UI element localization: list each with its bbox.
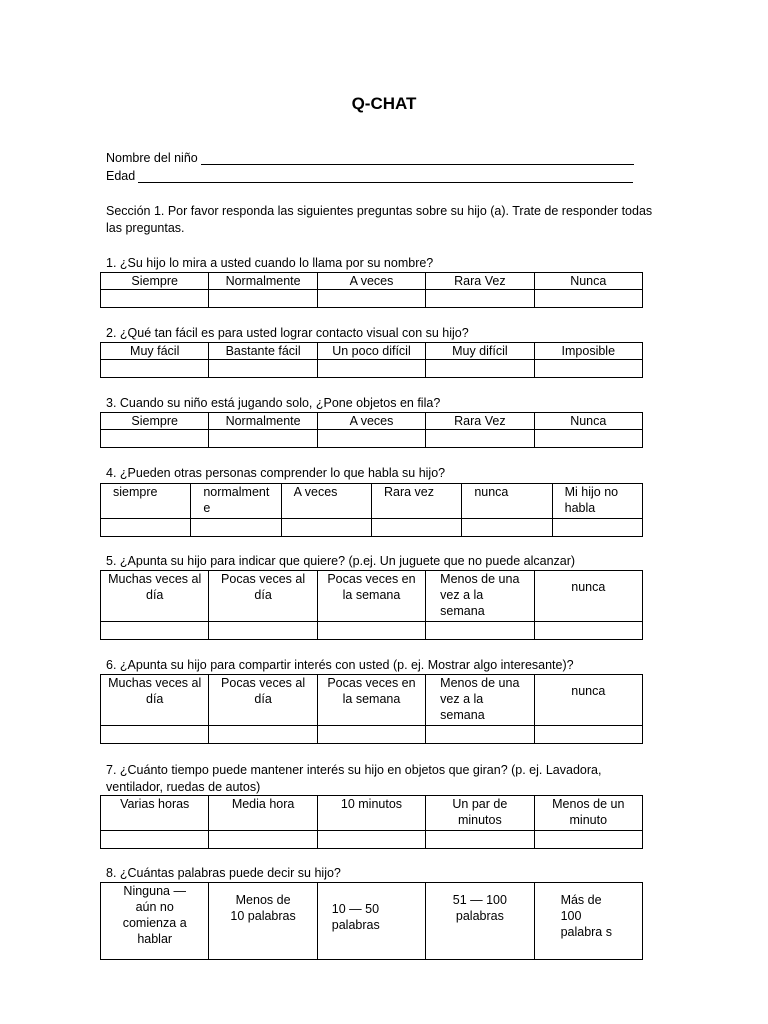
q5-option-5: nunca xyxy=(534,571,642,622)
q6-answer-cell[interactable] xyxy=(209,726,317,744)
question-6-table xyxy=(100,674,643,744)
q1-answer-cell[interactable] xyxy=(534,290,642,308)
q7-option-2: Media hora xyxy=(209,796,317,831)
q6-answer-cell[interactable] xyxy=(317,726,425,744)
child-name-label: Nombre del niño xyxy=(106,151,198,165)
q5-answer-cell[interactable] xyxy=(209,622,317,640)
question-6-text: 6. ¿Apunta su hijo para compartir interés con usted (p. ej. Mostrar algo interesante)? xyxy=(106,658,574,672)
q8-option-2: Menos de 10 palabras xyxy=(209,883,317,960)
q2-option-1: Muy fácil xyxy=(101,343,209,360)
q1-option-3: A veces xyxy=(317,273,425,290)
q6-answer-cell[interactable] xyxy=(101,726,209,744)
question-3-text: 3. Cuando su niño está jugando solo, ¿Pone objetos en fila? xyxy=(106,396,441,410)
q6-option-2: Pocas veces al día xyxy=(209,675,317,726)
question-3-table xyxy=(100,412,643,448)
q1-answer-cell[interactable] xyxy=(426,290,534,308)
q3-option-1: Siempre xyxy=(101,413,209,430)
question-7-table xyxy=(100,795,643,849)
q7-option-3: 10 minutos xyxy=(317,796,425,831)
q3-option-2: Normalmente xyxy=(209,413,317,430)
q3-answer-cell[interactable] xyxy=(101,430,209,448)
age-line[interactable] xyxy=(138,170,633,183)
q7-option-4: Un par de minutos xyxy=(426,796,534,831)
q2-answer-cell[interactable] xyxy=(317,360,425,378)
q1-option-5: Nunca xyxy=(534,273,642,290)
q5-answer-cell[interactable] xyxy=(317,622,425,640)
q4-answer-cell[interactable] xyxy=(371,519,461,537)
question-1-table xyxy=(100,272,643,308)
q1-answer-cell[interactable] xyxy=(209,290,317,308)
q1-option-2: Normalmente xyxy=(209,273,317,290)
q2-answer-cell[interactable] xyxy=(209,360,317,378)
q8-option-5: Más de 100 palabra s xyxy=(534,883,642,960)
question-5-table xyxy=(100,570,643,640)
q7-option-1: Varias horas xyxy=(101,796,209,831)
q7-answer-cell[interactable] xyxy=(317,831,425,849)
question-8-table xyxy=(100,882,643,960)
q3-answer-cell[interactable] xyxy=(426,430,534,448)
age-label: Edad xyxy=(106,169,136,183)
q7-answer-cell[interactable] xyxy=(426,831,534,849)
q4-option-6: Mi hijo no habla xyxy=(552,484,642,519)
q5-answer-cell[interactable] xyxy=(426,622,534,640)
q2-answer-cell[interactable] xyxy=(426,360,534,378)
question-2-text: 2. ¿Qué tan fácil es para usted lograr contacto visual con su hijo? xyxy=(106,326,469,340)
q4-option-4: Rara vez xyxy=(371,484,461,519)
question-4-text: 4. ¿Pueden otras personas comprender lo que habla su hijo? xyxy=(106,466,446,480)
q2-answer-cell[interactable] xyxy=(534,360,642,378)
q3-option-5: Nunca xyxy=(534,413,642,430)
q3-answer-cell[interactable] xyxy=(534,430,642,448)
question-8-text: 8. ¿Cuántas palabras puede decir su hijo? xyxy=(106,866,341,880)
q4-answer-cell[interactable] xyxy=(191,519,281,537)
question-4-table xyxy=(100,483,643,537)
question-2-table xyxy=(100,342,643,378)
question-7-text: 7. ¿Cuánto tiempo puede mantener interés su hijo en objetos que giran? (p. ej. Lavadora, ventilador, ruedas de autos) xyxy=(106,763,602,794)
q2-option-5: Imposible xyxy=(534,343,642,360)
q5-option-2: Pocas veces al día xyxy=(209,571,317,622)
q7-option-5: Menos de un minuto xyxy=(534,796,642,831)
q3-answer-cell[interactable] xyxy=(209,430,317,448)
q5-option-1: Muchas veces al día xyxy=(101,571,209,622)
child-name-line[interactable] xyxy=(201,152,634,165)
q2-answer-cell[interactable] xyxy=(101,360,209,378)
q2-option-3: Un poco difícil xyxy=(317,343,425,360)
q4-answer-cell[interactable] xyxy=(281,519,371,537)
q6-answer-cell[interactable] xyxy=(534,726,642,744)
q5-answer-cell[interactable] xyxy=(101,622,209,640)
q3-answer-cell[interactable] xyxy=(317,430,425,448)
q3-option-4: Rara Vez xyxy=(426,413,534,430)
q7-answer-cell[interactable] xyxy=(534,831,642,849)
q8-option-4: 51 — 100 palabras xyxy=(426,883,534,960)
question-1-text: 1. ¿Su hijo lo mira a usted cuando lo llama por su nombre? xyxy=(106,256,434,270)
q6-option-3: Pocas veces en la semana xyxy=(317,675,425,726)
q1-option-1: Siempre xyxy=(101,273,209,290)
q3-option-3: A veces xyxy=(317,413,425,430)
q8-option-3: 10 — 50 palabras xyxy=(317,883,425,960)
q6-option-4: Menos de una vez a la semana xyxy=(426,675,534,726)
q4-answer-cell[interactable] xyxy=(101,519,191,537)
q4-answer-cell[interactable] xyxy=(462,519,552,537)
q6-option-5: nunca xyxy=(534,675,642,726)
q4-option-5: nunca xyxy=(462,484,552,519)
q6-option-1: Muchas veces al día xyxy=(101,675,209,726)
q2-option-2: Bastante fácil xyxy=(209,343,317,360)
q4-answer-cell[interactable] xyxy=(552,519,642,537)
q1-answer-cell[interactable] xyxy=(101,290,209,308)
q4-option-1: siempre xyxy=(101,484,191,519)
q1-answer-cell[interactable] xyxy=(317,290,425,308)
q7-answer-cell[interactable] xyxy=(101,831,209,849)
q2-option-4: Muy difícil xyxy=(426,343,534,360)
q1-option-4: Rara Vez xyxy=(426,273,534,290)
age-field xyxy=(106,169,633,183)
child-name-field xyxy=(106,151,634,165)
q6-answer-cell[interactable] xyxy=(426,726,534,744)
q5-option-3: Pocas veces en la semana xyxy=(317,571,425,622)
q5-option-4: Menos de una vez a la semana xyxy=(426,571,534,622)
question-5-text: 5. ¿Apunta su hijo para indicar que quiere? (p.ej. Un juguete que no puede alcanzar) xyxy=(106,554,576,568)
q4-option-3: A veces xyxy=(281,484,371,519)
section-intro: Sección 1. Por favor responda las siguientes preguntas sobre su hijo (a). Trate de responder todas las preguntas. xyxy=(106,204,653,235)
page-title: Q-CHAT xyxy=(351,94,417,113)
q5-answer-cell[interactable] xyxy=(534,622,642,640)
q7-answer-cell[interactable] xyxy=(209,831,317,849)
q4-option-2: normalment e xyxy=(191,484,281,519)
q8-option-1: Ninguna — aún no comienza a hablar xyxy=(101,883,209,960)
